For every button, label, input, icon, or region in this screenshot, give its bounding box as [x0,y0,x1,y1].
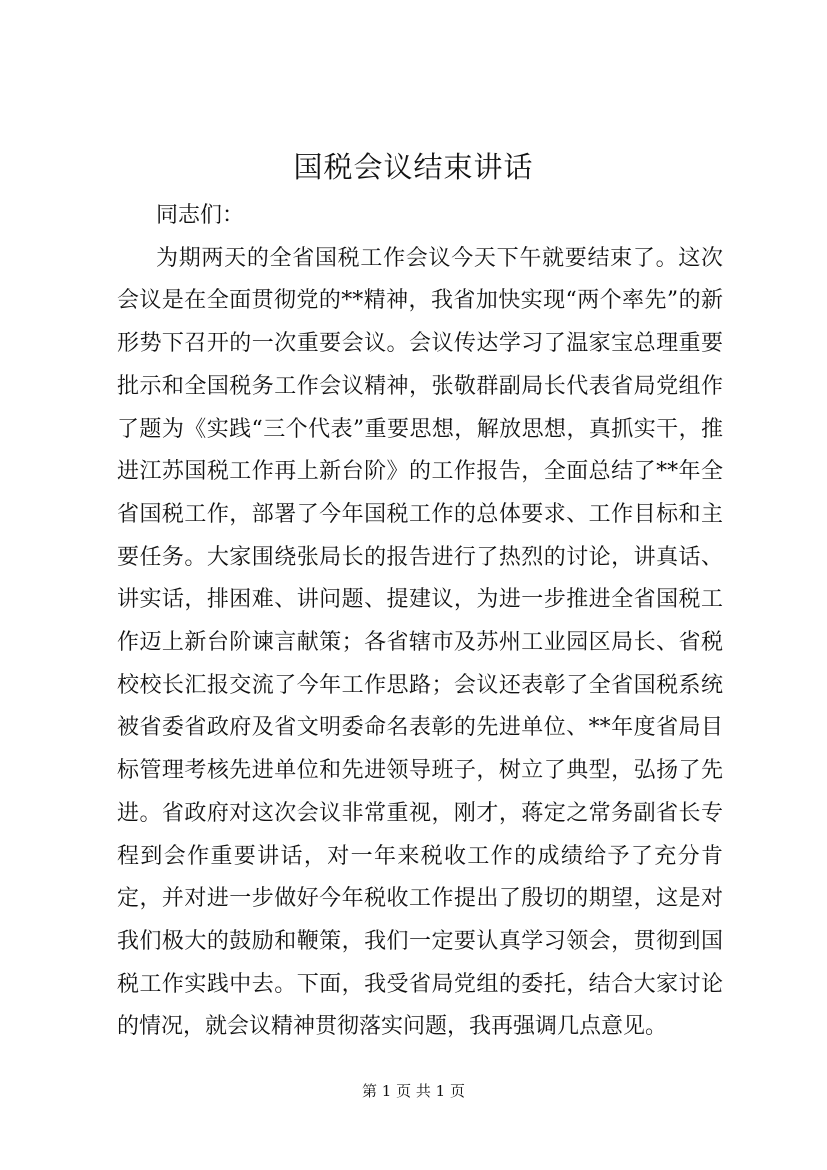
salutation: 同志们： [156,203,245,228]
document-body [117,195,723,1049]
body-paragraph: 为期两天的全省国税工作会议今天下午就要结束了。这次会议是在全面贯彻党的**精神，我省加快实现“两个率先”的新形势下召开的一次重要会议。会议传达学习了温家宝总理重要批示和全国税务工作会议精神，张敬群副局长代表省局党组作了题为《实践“三个代表”重要思想，解放思想，真抓实干，推进江苏国税工作再上新台阶》的工作报告，全面总结了**年全省国税工作，部署了今年国税工作的总体要求、工作目标和主要任务。大家围绕张局长的报告进行了热烈的讨论，讲真话、讲实话，排困难、讲问题、提建议，为进一步推进全省国税工作迈上新台阶谏言献策；各省辖市及苏州工业园区局长、省税校校长汇报交流了今年工作思路；会议还表彰了全省国税系统被省委省政府及省文明委命名表彰的先进单位、**年度省局目标管理考核先进单位和先进领导班子，树立了典型，弘扬了先进。省政府对这次会议非常重视，刚才，蒋定之常务副省长专程到会作重要讲话，对一年来税收工作的成绩给予了充分肯定，并对进一步做好今年税收工作提出了殷切的期望，这是对我们极大的鼓励和鞭策，我们一定要认真学习领会，贯彻到国税工作实践中去。下面，我受省局党组的委托，结合大家讨论的情况，就会议精神贯彻落实问题，我再强调几点意见。 [117,245,723,1040]
page-footer: 第 1 页 共 1 页 [362,1082,465,1100]
document-title: 国税会议结束讲话 [293,150,534,184]
